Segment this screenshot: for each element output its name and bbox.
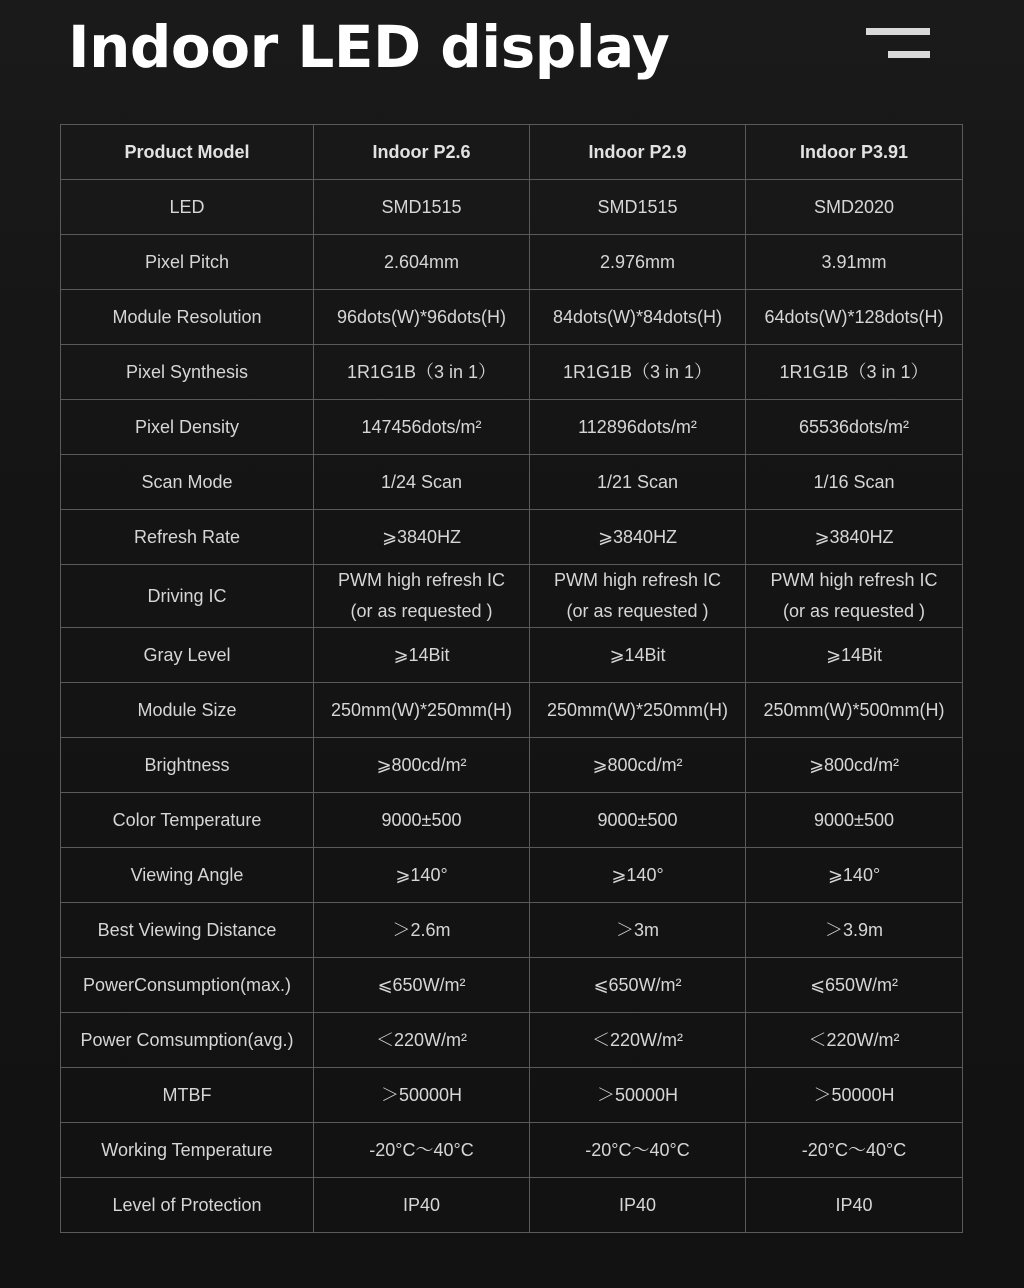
- value-cell: ⩾14Bit: [530, 628, 746, 683]
- value-cell: 64dots(W)*128dots(H): [746, 290, 963, 345]
- value-cell: SMD2020: [746, 180, 963, 235]
- table-row: [61, 793, 963, 848]
- value-cell: [530, 565, 746, 628]
- value-cell-line: PWM high refresh IC: [337, 570, 506, 590]
- value-cell: 65536dots/m²: [746, 400, 963, 455]
- row-label-cell: Pixel Synthesis: [61, 345, 314, 400]
- value-cell: [746, 565, 963, 628]
- table-row: [61, 1178, 963, 1233]
- value-cell: 3.91mm: [746, 235, 963, 290]
- table-row: [61, 510, 963, 565]
- table-row: [61, 455, 963, 510]
- value-cell-line: PWM high refresh IC: [553, 570, 722, 590]
- value-cell: 250mm(W)*250mm(H): [530, 683, 746, 738]
- value-cell: 96dots(W)*96dots(H): [314, 290, 530, 345]
- row-label-cell: MTBF: [61, 1068, 314, 1123]
- value-cell: -20°C～40°C: [746, 1123, 963, 1178]
- row-label-cell: Viewing Angle: [61, 848, 314, 903]
- table-row: [61, 1123, 963, 1178]
- row-label-cell: Pixel Density: [61, 400, 314, 455]
- row-label-cell: Level of Protection: [61, 1178, 314, 1233]
- value-cell: 1R1G1B（3 in 1）: [530, 345, 746, 400]
- value-cell: ⩾800cd/m²: [530, 738, 746, 793]
- table-row: [61, 628, 963, 683]
- value-cell: ＞2.6m: [314, 903, 530, 958]
- row-label-cell: Power Comsumption(avg.): [61, 1013, 314, 1068]
- value-cell: ＜220W/m²: [530, 1013, 746, 1068]
- value-cell: IP40: [530, 1178, 746, 1233]
- table-body: [61, 180, 963, 1233]
- value-cell: ⩾3840HZ: [530, 510, 746, 565]
- hamburger-menu-icon[interactable]: [866, 28, 932, 62]
- table-row: [61, 565, 963, 628]
- value-cell: ＜220W/m²: [314, 1013, 530, 1068]
- value-cell: 84dots(W)*84dots(H): [530, 290, 746, 345]
- value-cell: 2.976mm: [530, 235, 746, 290]
- value-cell: ＞3.9m: [746, 903, 963, 958]
- header-cell-product-model: Product Model: [61, 125, 314, 180]
- value-cell: 250mm(W)*250mm(H): [314, 683, 530, 738]
- value-cell: SMD1515: [530, 180, 746, 235]
- value-cell: -20°C～40°C: [314, 1123, 530, 1178]
- row-label-cell: LED: [61, 180, 314, 235]
- value-cell: ⩽650W/m²: [746, 958, 963, 1013]
- value-cell: ＞50000H: [314, 1068, 530, 1123]
- table-row: [61, 903, 963, 958]
- value-cell: ＞3m: [530, 903, 746, 958]
- value-cell: ⩾800cd/m²: [746, 738, 963, 793]
- table-row: [61, 180, 963, 235]
- row-label-cell: Working Temperature: [61, 1123, 314, 1178]
- page-title: Indoor LED display: [68, 13, 670, 81]
- row-label-cell: Module Size: [61, 683, 314, 738]
- value-cell: [314, 565, 530, 628]
- value-cell: 2.604mm: [314, 235, 530, 290]
- value-cell: 9000±500: [530, 793, 746, 848]
- value-cell: 9000±500: [314, 793, 530, 848]
- row-label-cell: Brightness: [61, 738, 314, 793]
- table-row: [61, 400, 963, 455]
- value-cell: ＞50000H: [746, 1068, 963, 1123]
- spec-table: [60, 124, 963, 1233]
- row-label-cell: Color Temperature: [61, 793, 314, 848]
- value-cell: IP40: [314, 1178, 530, 1233]
- menu-bar-bottom: [888, 51, 930, 58]
- row-label-cell: Refresh Rate: [61, 510, 314, 565]
- value-cell: ⩾140°: [746, 848, 963, 903]
- row-label-cell: Best Viewing Distance: [61, 903, 314, 958]
- value-cell: 147456dots/m²: [314, 400, 530, 455]
- table-row: [61, 848, 963, 903]
- row-label-cell: Gray Level: [61, 628, 314, 683]
- row-label-cell: Driving IC: [61, 565, 314, 628]
- table-row: [61, 235, 963, 290]
- table-row: [61, 683, 963, 738]
- row-label-cell: Pixel Pitch: [61, 235, 314, 290]
- value-cell: 1R1G1B（3 in 1）: [314, 345, 530, 400]
- value-cell: ⩾140°: [530, 848, 746, 903]
- row-label-cell: Scan Mode: [61, 455, 314, 510]
- header-cell-model-1: Indoor P2.6: [314, 125, 530, 180]
- value-cell: ⩾3840HZ: [746, 510, 963, 565]
- table-row: [61, 958, 963, 1013]
- header-cell-model-3: Indoor P3.91: [746, 125, 963, 180]
- value-cell-line: (or as requested ): [782, 601, 926, 621]
- value-cell: ＜220W/m²: [746, 1013, 963, 1068]
- menu-bar-top: [866, 28, 930, 35]
- row-label-cell: Module Resolution: [61, 290, 314, 345]
- value-cell: IP40: [746, 1178, 963, 1233]
- table-header-row: [61, 125, 963, 180]
- value-cell: ⩾14Bit: [314, 628, 530, 683]
- value-cell: ⩾800cd/m²: [314, 738, 530, 793]
- table-row: [61, 1013, 963, 1068]
- header-cell-model-2: Indoor P2.9: [530, 125, 746, 180]
- value-cell: 112896dots/m²: [530, 400, 746, 455]
- value-cell: 1/21 Scan: [530, 455, 746, 510]
- value-cell: 1/24 Scan: [314, 455, 530, 510]
- value-cell: 250mm(W)*500mm(H): [746, 683, 963, 738]
- value-cell: 9000±500: [746, 793, 963, 848]
- value-cell: SMD1515: [314, 180, 530, 235]
- table-row: [61, 345, 963, 400]
- value-cell: ⩾3840HZ: [314, 510, 530, 565]
- table-row: [61, 1068, 963, 1123]
- value-cell-line: PWM high refresh IC: [770, 570, 938, 590]
- table-row: [61, 738, 963, 793]
- table-row: [61, 290, 963, 345]
- value-cell: ⩽650W/m²: [314, 958, 530, 1013]
- value-cell-line: (or as requested ): [350, 601, 493, 621]
- value-cell: 1/16 Scan: [746, 455, 963, 510]
- row-label-cell: PowerConsumption(max.): [61, 958, 314, 1013]
- value-cell: -20°C～40°C: [530, 1123, 746, 1178]
- value-cell: 1R1G1B（3 in 1）: [746, 345, 963, 400]
- value-cell: ⩽650W/m²: [530, 958, 746, 1013]
- value-cell: ⩾140°: [314, 848, 530, 903]
- value-cell: ＞50000H: [530, 1068, 746, 1123]
- value-cell-line: (or as requested ): [566, 601, 709, 621]
- value-cell: ⩾14Bit: [746, 628, 963, 683]
